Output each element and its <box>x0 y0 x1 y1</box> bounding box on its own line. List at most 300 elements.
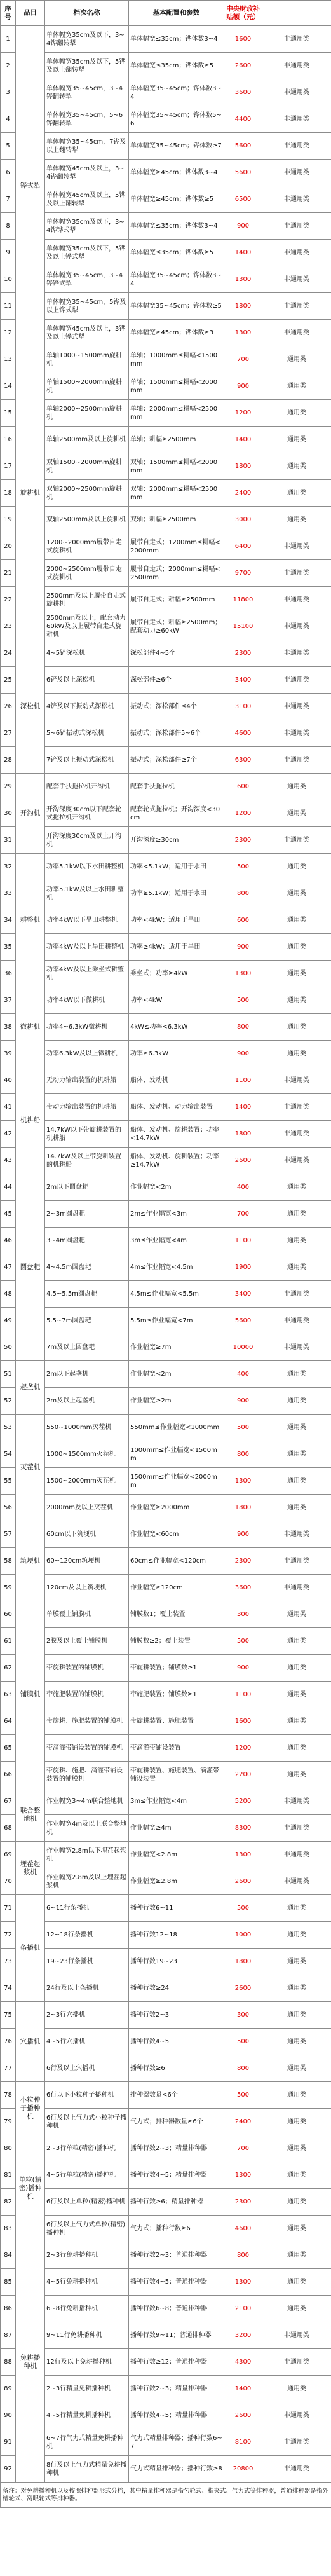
cell-no: 42 <box>1 1121 16 1148</box>
cell-no: 18 <box>1 480 16 507</box>
header-item: 品目 <box>16 1 45 26</box>
table-row <box>1 240 331 266</box>
cell-category: 通用类 <box>262 1762 331 1788</box>
cell-params: 作业幅宽≥2.8m <box>129 1868 224 1895</box>
cell-subsidy: 4600 <box>224 2216 262 2242</box>
cell-params: 单轴；耕幅≥2500mm <box>129 427 224 453</box>
cell-grade: 550~1000mm灭茬机 <box>45 1415 129 1441</box>
cell-grade: 19~23行条播机 <box>45 1949 129 1975</box>
cell-no: 69 <box>1 1842 16 1868</box>
table-row <box>1 2002 331 2029</box>
cell-params: 3m≤作业幅宽<4m <box>129 1228 224 1254</box>
cell-params: 船体、发动机、动力输出装置 <box>129 1094 224 1121</box>
cell-params: 作业幅宽<2m <box>129 1174 224 1201</box>
cell-params: 作业幅宽≥2000mm <box>129 1495 224 1521</box>
cell-category: 非通用类 <box>262 2349 331 2376</box>
cell-grade: 7铲及以上振动式深松机 <box>45 747 129 774</box>
cell-no: 34 <box>1 907 16 934</box>
cell-subsidy: 1200 <box>224 400 262 427</box>
cell-category: 非通用类 <box>262 2402 331 2429</box>
table-row <box>1 400 331 427</box>
cell-params: 播种行数≥12；普通排种器 <box>129 2349 224 2376</box>
cell-params: 单体幅宽35~45cm；铧体数≥5 <box>129 293 224 320</box>
cell-grade: 单体幅宽35cm及以下，3~4铧翻转犁 <box>45 26 129 53</box>
cell-item: 联合整地机 <box>16 1788 45 1842</box>
cell-no: 92 <box>1 2456 16 2483</box>
cell-category: 通用类 <box>262 2269 331 2296</box>
cell-params: 2m≤作业幅宽<3m <box>129 1201 224 1228</box>
cell-category: 通用类 <box>262 1975 331 2002</box>
cell-no: 41 <box>1 1094 16 1121</box>
cell-category: 通用类 <box>262 907 331 934</box>
cell-params: 550mm≤作业幅宽<1000mm <box>129 1415 224 1441</box>
table-row <box>1 2269 331 2296</box>
cell-subsidy: 8100 <box>224 2429 262 2456</box>
cell-subsidy: 700 <box>224 346 262 373</box>
cell-no: 44 <box>1 1174 16 1201</box>
cell-grade: 2500mm及以上，配套动力60kW及以上履带自走式旋耕机 <box>45 613 129 640</box>
cell-subsidy: 1800 <box>224 1495 262 1521</box>
cell-no: 16 <box>1 427 16 453</box>
cell-params: 作业幅宽≥7m <box>129 1334 224 1361</box>
cell-category: 非通用类 <box>262 720 331 747</box>
cell-subsidy: 1400 <box>224 427 262 453</box>
cell-no: 39 <box>1 1041 16 1067</box>
cell-no: 81 <box>1 2162 16 2189</box>
cell-grade: 单轴2500mm及以上旋耕机 <box>45 427 129 453</box>
cell-category: 通用类 <box>262 1174 331 1201</box>
cell-params: 1500mm≤作业幅宽<2000mm <box>129 1468 224 1495</box>
cell-grade: 4~5行单粒(精密)播种机 <box>45 2162 129 2189</box>
cell-subsidy: 700 <box>224 1201 262 1228</box>
cell-subsidy: 900 <box>224 1521 262 1548</box>
cell-params: 履带自走式；2000mm≤耕幅<2500mm <box>129 560 224 587</box>
table-row <box>1 1041 331 1067</box>
cell-category: 非通用类 <box>262 293 331 320</box>
cell-no: 84 <box>1 2242 16 2269</box>
table-row <box>1 1495 331 1521</box>
cell-params: 配套轮式拖拉机；开沟深度<30cm <box>129 800 224 827</box>
cell-no: 80 <box>1 2135 16 2162</box>
cell-subsidy: 3100 <box>224 694 262 720</box>
cell-no: 49 <box>1 1308 16 1334</box>
cell-category: 非通用类 <box>262 133 331 160</box>
cell-subsidy: 800 <box>224 880 262 907</box>
cell-params: 播种行数4~5 <box>129 2029 224 2055</box>
cell-grade: 带旋耕装置的铺膜机 <box>45 1655 129 1682</box>
cell-grade: 8行及以上气力式精量免耕播种机 <box>45 2456 129 2483</box>
table-footer <box>1 2483 331 2508</box>
cell-subsidy: 1900 <box>224 1254 262 1281</box>
cell-no: 77 <box>1 2055 16 2082</box>
cell-grade: 4~4.5m圆盘耙 <box>45 1254 129 1281</box>
cell-no: 72 <box>1 1922 16 1949</box>
cell-no: 25 <box>1 667 16 694</box>
cell-category: 非通用类 <box>262 667 331 694</box>
cell-grade: 2m及以上起垄机 <box>45 1388 129 1415</box>
cell-params: 双轴；2000mm≤耕幅<2500mm <box>129 480 224 507</box>
cell-subsidy: 500 <box>224 2082 262 2109</box>
cell-params: 船体、发动机 <box>129 1067 224 1094</box>
cell-no: 61 <box>1 1628 16 1655</box>
cell-category: 通用类 <box>262 400 331 427</box>
table-row <box>1 694 331 720</box>
cell-category: 非通用类 <box>262 1281 331 1308</box>
cell-category: 非通用类 <box>262 1842 331 1868</box>
cell-grade: 6~7行气力式精量免耕播种机 <box>45 2429 129 2456</box>
cell-params: 船体、发动机、旋耕装置；功率≥14.7kW <box>129 1148 224 1174</box>
cell-params: 双轴；1500mm≤耕幅<2000mm <box>129 453 224 480</box>
cell-subsidy: 500 <box>224 1628 262 1655</box>
table-row <box>1 1228 331 1254</box>
table-row <box>1 1014 331 1041</box>
cell-params: 双轴；耕幅≥2500mm <box>129 507 224 533</box>
cell-params: 播种行数2~3；精量排种器 <box>129 2135 224 2162</box>
cell-subsidy: 900 <box>224 934 262 961</box>
cell-params: 带旋耕装置；铺膜数≥1 <box>129 1655 224 1682</box>
table-row <box>1 800 331 827</box>
cell-subsidy: 3400 <box>224 667 262 694</box>
cell-grade: 作业幅宽2.8m以下埋茬起浆机 <box>45 1842 129 1868</box>
table-row <box>1 2055 331 2082</box>
cell-subsidy: 3600 <box>224 79 262 106</box>
cell-grade: 4铲及以下振动式深松机 <box>45 694 129 720</box>
cell-subsidy: 1100 <box>224 1682 262 1708</box>
cell-no: 38 <box>1 1014 16 1041</box>
table-row <box>1 1655 331 1682</box>
table-row <box>1 587 331 613</box>
cell-params: 振动式；深松部件≤4个 <box>129 694 224 720</box>
cell-subsidy: 2200 <box>224 1762 262 1788</box>
cell-params: 播种行数9~11；普通排种器 <box>129 2322 224 2349</box>
cell-no: 86 <box>1 2296 16 2322</box>
cell-category: 非通用类 <box>262 106 331 133</box>
cell-params: 作业幅宽≥120cm <box>129 1575 224 1601</box>
cell-no: 85 <box>1 2269 16 2296</box>
cell-subsidy: 2300 <box>224 2189 262 2216</box>
cell-category: 通用类 <box>262 480 331 507</box>
table-row <box>1 1682 331 1708</box>
cell-grade: 功率4kW及以上旱田耕整机 <box>45 934 129 961</box>
cell-params: 播种行数≥6 <box>129 2055 224 2082</box>
table-row <box>1 160 331 186</box>
cell-no: 90 <box>1 2402 16 2429</box>
cell-category: 非通用类 <box>262 640 331 667</box>
cell-grade: 12~18行条播机 <box>45 1922 129 1949</box>
table-row <box>1 1975 331 2002</box>
cell-params: 振动式；深松部件5~6个 <box>129 720 224 747</box>
cell-category: 通用类 <box>262 1041 331 1067</box>
cell-subsidy: 1300 <box>224 961 262 987</box>
cell-grade: 单轴2000~2500mm旋耕机 <box>45 400 129 427</box>
cell-grade: 单体幅宽45cm及以上，3铧及以上铧式犁 <box>45 320 129 346</box>
cell-params: 功率<4kW；适用于旱田 <box>129 907 224 934</box>
cell-category: 通用类 <box>262 1495 331 1521</box>
cell-no: 64 <box>1 1708 16 1735</box>
table-row <box>1 2216 331 2242</box>
cell-params: 播种行数2~3 <box>129 2002 224 2029</box>
table-row <box>1 1174 331 1201</box>
table-row <box>1 320 331 346</box>
cell-params: 船体、发动机、旋耕装置；功率<14.7kW <box>129 1121 224 1148</box>
cell-no: 68 <box>1 1815 16 1842</box>
cell-grade: 12行及以上免耕播种机 <box>45 2349 129 2376</box>
cell-subsidy: 2600 <box>224 1148 262 1174</box>
cell-category: 通用类 <box>262 2055 331 2082</box>
cell-category: 非通用类 <box>262 1815 331 1842</box>
cell-item: 机耕船 <box>16 1067 45 1174</box>
cell-no: 37 <box>1 987 16 1014</box>
table-row <box>1 1201 331 1228</box>
cell-params: 单体幅宽≤35cm；铧体数3~4 <box>129 26 224 53</box>
cell-subsidy: 300 <box>224 1601 262 1628</box>
cell-params: 作业幅宽<2.8m <box>129 1842 224 1868</box>
cell-subsidy: 15100 <box>224 613 262 640</box>
table-row <box>1 1922 331 1949</box>
cell-subsidy: 300 <box>224 2002 262 2029</box>
cell-no: 22 <box>1 587 16 613</box>
cell-grade: 2~3行穴播机 <box>45 2002 129 2029</box>
cell-subsidy: 500 <box>224 2029 262 2055</box>
cell-category: 非通用类 <box>262 827 331 854</box>
cell-grade: 60cm以下筑埂机 <box>45 1521 129 1548</box>
cell-subsidy: 1300 <box>224 2269 262 2296</box>
cell-no: 6 <box>1 160 16 186</box>
cell-params: 4kW≤功率<6.3kW <box>129 1014 224 1041</box>
table-row <box>1 1762 331 1788</box>
cell-grade: 作业幅宽2.8m及以上埋茬起浆机 <box>45 1868 129 1895</box>
cell-subsidy: 800 <box>224 2242 262 2269</box>
cell-category: 非通用类 <box>262 266 331 293</box>
cell-grade: 6行及以上穴播机 <box>45 2055 129 2082</box>
table-row <box>1 1441 331 1468</box>
cell-params: 单轴；1500mm≤耕幅<2000mm <box>129 373 224 400</box>
cell-category: 通用类 <box>262 2082 331 2109</box>
cell-item: 条播机 <box>16 1895 45 2002</box>
cell-category: 通用类 <box>262 961 331 987</box>
header-subsidy: 中央财政补贴额（元） <box>224 1 262 26</box>
cell-no: 63 <box>1 1682 16 1708</box>
cell-no: 26 <box>1 694 16 720</box>
cell-subsidy: 1100 <box>224 1228 262 1254</box>
cell-no: 12 <box>1 320 16 346</box>
table-row <box>1 1949 331 1975</box>
table-row <box>1 2189 331 2216</box>
cell-grade: 60~120cm筑埂机 <box>45 1548 129 1575</box>
cell-category: 通用类 <box>262 453 331 480</box>
cell-params: 播种行数4~5；精量排种器 <box>129 2162 224 2189</box>
table-row <box>1 373 331 400</box>
cell-params: 振动式；深松部件≥7个 <box>129 747 224 774</box>
cell-params: 4.5m≤作业幅宽<5.5m <box>129 1281 224 1308</box>
cell-no: 83 <box>1 2216 16 2242</box>
cell-grade: 4~5铲深松机 <box>45 640 129 667</box>
table-row <box>1 2029 331 2055</box>
cell-no: 91 <box>1 2429 16 2456</box>
cell-category: 非通用类 <box>262 53 331 79</box>
table-row <box>1 1842 331 1868</box>
cell-grade: 功率4~6.3kW微耕机 <box>45 1014 129 1041</box>
cell-subsidy: 2300 <box>224 827 262 854</box>
cell-params: 单体幅宽≥45cm；铧体数≥3 <box>129 320 224 346</box>
cell-item: 开沟机 <box>16 774 45 854</box>
table-row <box>1 1895 331 1922</box>
cell-category: 通用类 <box>262 1949 331 1975</box>
cell-grade: 双轴2000~2500mm旋耕机 <box>45 480 129 507</box>
table-row <box>1 186 331 213</box>
cell-category: 通用类 <box>262 2162 331 2189</box>
cell-category: 通用类 <box>262 2376 331 2402</box>
cell-subsidy: 9700 <box>224 560 262 587</box>
cell-category: 通用类 <box>262 1388 331 1415</box>
cell-category: 非通用类 <box>262 1334 331 1361</box>
table-row <box>1 2242 331 2269</box>
cell-no: 17 <box>1 453 16 480</box>
cell-grade: 功率4kW以下微耕机 <box>45 987 129 1014</box>
cell-no: 46 <box>1 1228 16 1254</box>
cell-subsidy: 2300 <box>224 1548 262 1575</box>
cell-subsidy: 900 <box>224 213 262 240</box>
cell-params: 带旋耕装置、施肥装置、滴灌带铺设装置 <box>129 1762 224 1788</box>
cell-grade: 2~3行免耕播种机 <box>45 2242 129 2269</box>
cell-params: 60cm≤作业幅宽<120cm <box>129 1548 224 1575</box>
cell-grade: 1500~2000mm灭茬机 <box>45 1468 129 1495</box>
table-row <box>1 2456 331 2483</box>
cell-category: 通用类 <box>262 1895 331 1922</box>
cell-category: 通用类 <box>262 774 331 800</box>
table-row <box>1 1415 331 1441</box>
cell-subsidy: 3200 <box>224 2322 262 2349</box>
cell-subsidy: 500 <box>224 987 262 1014</box>
table-row <box>1 1334 331 1361</box>
cell-no: 55 <box>1 1468 16 1495</box>
table-row <box>1 1735 331 1762</box>
cell-subsidy: 5600 <box>224 160 262 186</box>
table-row <box>1 346 331 373</box>
table-row <box>1 2162 331 2189</box>
cell-grade: 单体幅宽35~45cm，3~4铧翻转犁 <box>45 79 129 106</box>
table-row <box>1 2082 331 2109</box>
table-row <box>1 1121 331 1148</box>
cell-subsidy: 5600 <box>224 1308 262 1334</box>
table-row <box>1 533 331 560</box>
cell-category: 非通用类 <box>262 1148 331 1174</box>
cell-category: 通用类 <box>262 2029 331 2055</box>
table-row <box>1 1148 331 1174</box>
table-row <box>1 560 331 587</box>
cell-category: 通用类 <box>262 987 331 1014</box>
cell-subsidy: 2400 <box>224 2109 262 2135</box>
cell-params: 播种行数12~18 <box>129 1922 224 1949</box>
table-row <box>1 613 331 640</box>
table-row <box>1 747 331 774</box>
cell-subsidy: 3000 <box>224 507 262 533</box>
cell-category: 通用类 <box>262 1254 331 1281</box>
cell-params: 功率<4kW <box>129 987 224 1014</box>
cell-grade: 2m以下起垄机 <box>45 1361 129 1388</box>
cell-grade: 2~3行精量免耕播种机 <box>45 2376 129 2402</box>
cell-category: 通用类 <box>262 1682 331 1708</box>
table-row <box>1 1281 331 1308</box>
cell-subsidy: 5200 <box>224 1788 262 1815</box>
cell-no: 54 <box>1 1441 16 1468</box>
cell-grade: 6~11行条播机 <box>45 1895 129 1922</box>
cell-no: 40 <box>1 1067 16 1094</box>
cell-grade: 6~8行免耕播种机 <box>45 2296 129 2322</box>
cell-no: 21 <box>1 560 16 587</box>
cell-category: 通用类 <box>262 507 331 533</box>
table-row <box>1 26 331 53</box>
table-row <box>1 934 331 961</box>
cell-category: 非通用类 <box>262 160 331 186</box>
table-row <box>1 2402 331 2429</box>
table-row <box>1 1308 331 1334</box>
cell-no: 66 <box>1 1762 16 1788</box>
cell-grade: 2m以下圆盘耙 <box>45 1174 129 1201</box>
cell-params: 排种器数量<6个 <box>129 2082 224 2109</box>
cell-category: 通用类 <box>262 1628 331 1655</box>
cell-subsidy: 4400 <box>224 106 262 133</box>
cell-category: 通用类 <box>262 854 331 880</box>
cell-no: 14 <box>1 373 16 400</box>
cell-no: 33 <box>1 880 16 907</box>
table-header <box>1 1 331 26</box>
cell-params: 作业幅宽<60cm <box>129 1521 224 1548</box>
cell-category: 非通用类 <box>262 2429 331 2456</box>
cell-subsidy: 800 <box>224 1014 262 1041</box>
table-row <box>1 293 331 320</box>
cell-category: 通用类 <box>262 1922 331 1949</box>
cell-no: 11 <box>1 293 16 320</box>
header-grade: 档次名称 <box>45 1 129 26</box>
cell-grade: 双轴2500mm及以上旋耕机 <box>45 507 129 533</box>
cell-subsidy: 1800 <box>224 293 262 320</box>
cell-no: 19 <box>1 507 16 533</box>
cell-subsidy: 2600 <box>224 1868 262 1895</box>
cell-category: 非通用类 <box>262 560 331 587</box>
cell-subsidy: 900 <box>224 1041 262 1067</box>
cell-params: 3m≤作业幅宽<4m <box>129 1788 224 1815</box>
cell-subsidy: 400 <box>224 1361 262 1388</box>
cell-no: 78 <box>1 2082 16 2109</box>
cell-subsidy: 1300 <box>224 320 262 346</box>
cell-grade: 120cm及以上筑埂机 <box>45 1575 129 1601</box>
cell-grade: 单体幅宽35~45cm，3~4铧铧式犁 <box>45 266 129 293</box>
note-row <box>1 2483 331 2508</box>
cell-no: 35 <box>1 934 16 961</box>
cell-grade: 开沟深度30cm以下配套轮式拖拉机开沟机 <box>45 800 129 827</box>
cell-params: 单体幅宽≥45cm；铧体数≥5 <box>129 186 224 213</box>
cell-category: 非通用类 <box>262 533 331 560</box>
cell-grade: 1200~2000mm履带自走式旋耕机 <box>45 533 129 560</box>
cell-item: 铺膜机 <box>16 1601 45 1788</box>
cell-category: 通用类 <box>262 1735 331 1762</box>
cell-category: 通用类 <box>262 2002 331 2029</box>
cell-category: 通用类 <box>262 1228 331 1254</box>
cell-params: 功率<5.1kW；适用于水田 <box>129 854 224 880</box>
cell-grade: 2~3m圆盘耙 <box>45 1201 129 1228</box>
cell-category: 通用类 <box>262 1415 331 1441</box>
cell-params: 功率≥4kW；适用于旱田 <box>129 934 224 961</box>
table-row <box>1 854 331 880</box>
cell-item: 筑埂机 <box>16 1521 45 1601</box>
table-row <box>1 106 331 133</box>
cell-grade: 作业幅宽3~4m联合整地机 <box>45 1788 129 1815</box>
table-row <box>1 480 331 507</box>
cell-no: 67 <box>1 1788 16 1815</box>
cell-subsidy: 900 <box>224 1388 262 1415</box>
cell-category: 非通用类 <box>262 613 331 640</box>
